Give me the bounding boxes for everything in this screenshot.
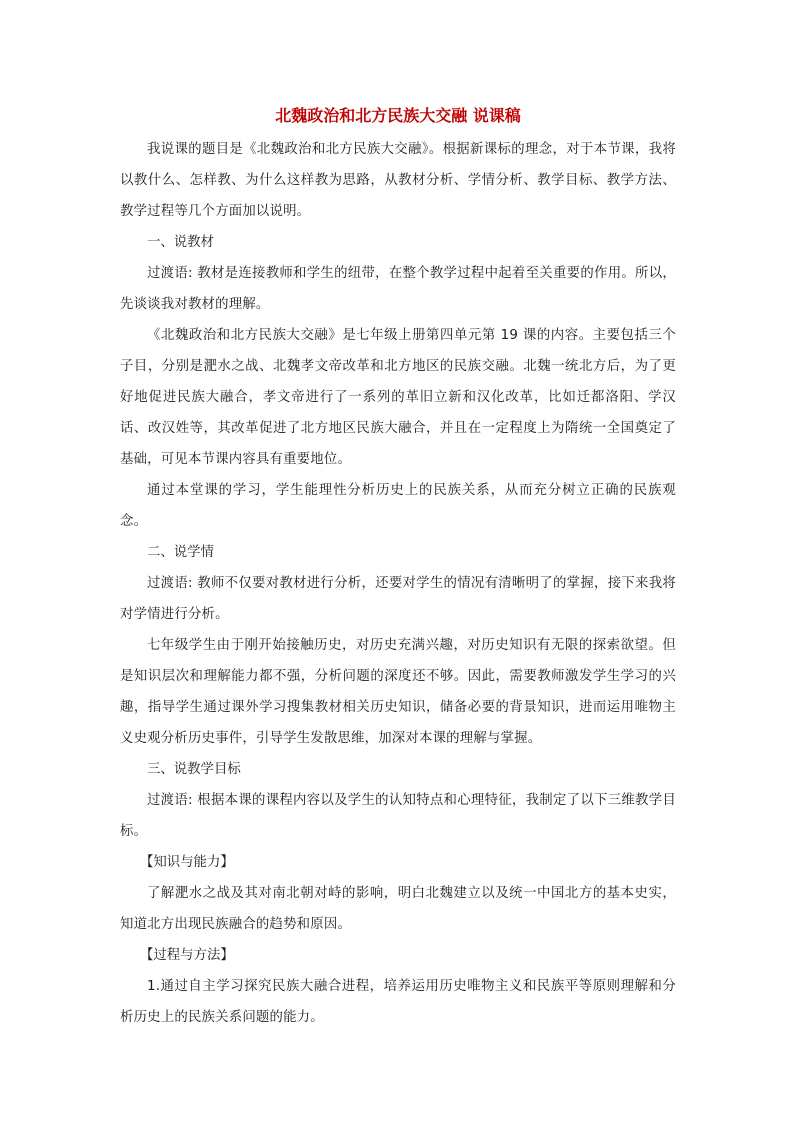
subheading-knowledge-ability: 【知识与能力】 [140, 855, 234, 870]
transition-paragraph-textbook: 过渡语: 教材是连接教师和学生的纽带，在整个教学过程中起着至关重要的作用。所以，先谈谈我对教材的理解。 [120, 266, 676, 312]
process-method-paragraph: 1.通过自主学习探究民族大融合进程，培养运用历史唯物主义和民族平等原则理解和分析历史上的民族关系问题的能力。 [120, 979, 676, 1025]
transition-paragraph-objectives: 过渡语: 根据本课的课程内容以及学生的认知特点和心理特征，我制定了以下三维教学目标。 [120, 793, 676, 839]
knowledge-ability-paragraph: 了解淝水之战及其对南北朝对峙的影响，明白北魏建立以及统一中国北方的基本史实，知道北方出现民族融合的趋势和原因。 [120, 886, 676, 932]
section-heading-objectives: 三、说教学目标 [147, 762, 241, 777]
section-heading-textbook: 一、说教材 [147, 235, 214, 250]
document-page [120, 98, 676, 1033]
transition-paragraph-students: 过渡语: 教师不仅要对教材进行分析，还要对学生的情况有清晰明了的掌握，接下来我将对学情进行分析。 [120, 576, 676, 622]
intro-paragraph: 我说课的题目是《北魏政治和北方民族大交融》。根据新课标的理念，对于本节课，我将以教什么、怎样教、为什么这样教为思路，从教材分析、学情分析、教学目标、教学方法、教学过程等几个方面加以说明。 [120, 142, 676, 219]
students-analysis-paragraph: 七年级学生由于刚开始接触历史，对历史充满兴趣，对历史知识有无限的探索欲望。但是知识层次和理解能力都不强，分析问题的深度还不够。因此，需要教师激发学生学习的兴趣，指导学生通过课外学习搜集教材相关历史知识，储备必要的背景知识，进而运用唯物主义史观分析历史事件，引导学生发散思维，加深对本课的理解与掌握。 [120, 638, 676, 746]
subheading-process-method: 【过程与方法】 [140, 948, 234, 963]
section-heading-students: 二、说学情 [147, 545, 214, 560]
textbook-summary-paragraph: 通过本堂课的学习，学生能理性分析历史上的民族关系，从而充分树立正确的民族观念。 [120, 483, 676, 529]
document-title: 北魏政治和北方民族大交融 说课稿 [275, 106, 521, 125]
textbook-content-paragraph: 《北魏政治和北方民族大交融》是七年级上册第四单元第 19 课的内容。主要包括三个子目，分别是淝水之战、北魏孝文帝改革和北方地区的民族交融。北魏一统北方后，为了更好地促进民族大融合，孝文帝进行了一系列的革旧立新和汉化改革，比如迁都洛阳、学汉话、改汉姓等，其改革促进了北方地区民族大融合，并且在一定程度上为隋统一全国奠定了基础，可见本节课内容具有重要地位。 [120, 328, 676, 467]
